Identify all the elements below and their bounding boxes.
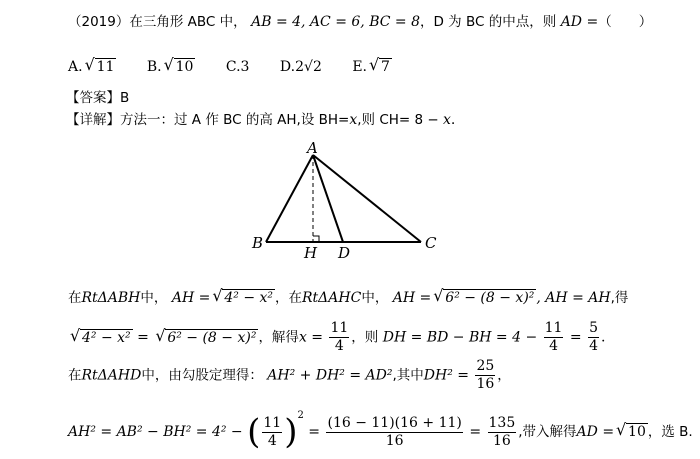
answer-line — [66, 86, 129, 106]
option-d: D.2√2 — [279, 59, 322, 75]
options-row — [68, 55, 418, 75]
target-expression: AD = — [560, 14, 599, 30]
label-a: A — [307, 139, 318, 157]
side-ac — [313, 155, 421, 242]
label-b: B — [252, 234, 264, 252]
given-lengths: AB = 4, AC = 6, BC = 8 — [251, 14, 420, 30]
option-b: B. √ 10 — [146, 55, 194, 75]
label-c: C — [425, 234, 437, 252]
option-a: A. √ 11 — [68, 55, 115, 75]
answer-value: B — [120, 90, 130, 106]
label-d: D — [338, 244, 351, 262]
solution-line-2: √ 4² − x² = √ 6² − (8 − x)² ，解得x = $\frac{11}{4}$ ，则 DH = BD − BH = 4 − $\frac{11}{4}$ = $\frac{5}{4}$ . — [70, 320, 606, 354]
option-e: E. √ 7 — [352, 55, 390, 75]
option-c: C.3 — [225, 59, 250, 75]
answer-label: 【答案】 — [66, 90, 120, 106]
median-ad — [313, 155, 343, 242]
stem-part-1: 在三角形 ABC 中， — [129, 14, 247, 30]
detail-label: 【详解】 — [66, 112, 120, 128]
problem-statement — [68, 10, 652, 30]
method-one-text: 方法一：过 A 作 BC 的高 AH,设 BH= — [120, 112, 350, 128]
detail-line: 【详解】方法一：过 A 作 BC 的高 AH,设 BH=x,则 CH= 8 − x. — [66, 112, 456, 128]
side-ab — [266, 155, 313, 242]
year-tag: （2019） — [68, 14, 130, 30]
answer-blank: （ ） — [598, 14, 653, 30]
solution-line-1: 在RtΔABH中， AH = √ 4² − x² ，在RtΔAHC中， AH = √ 6² − (8 − x)² , AH = AH,得 — [68, 286, 629, 306]
solution-line-3: 在RtΔAHD中，由勾股定理得： AH² + DH² = AD²,其中DH² = $\frac{25}{16}$ ， — [68, 358, 511, 392]
stem-part-2: ，D 为 BC 的中点，则 — [420, 14, 557, 30]
label-h: H — [304, 244, 318, 262]
right-angle-mark — [313, 236, 319, 242]
solution-line-4: AH² = AB² − BH² = 4² − ( $\frac{11}{4}$ )$^2$ = $\frac{(16 - 11)(16 + 11)}{16}$ = $\frac{135}{16}$ ,带入解得AD = √ 10 ，选 B. — [68, 410, 693, 452]
